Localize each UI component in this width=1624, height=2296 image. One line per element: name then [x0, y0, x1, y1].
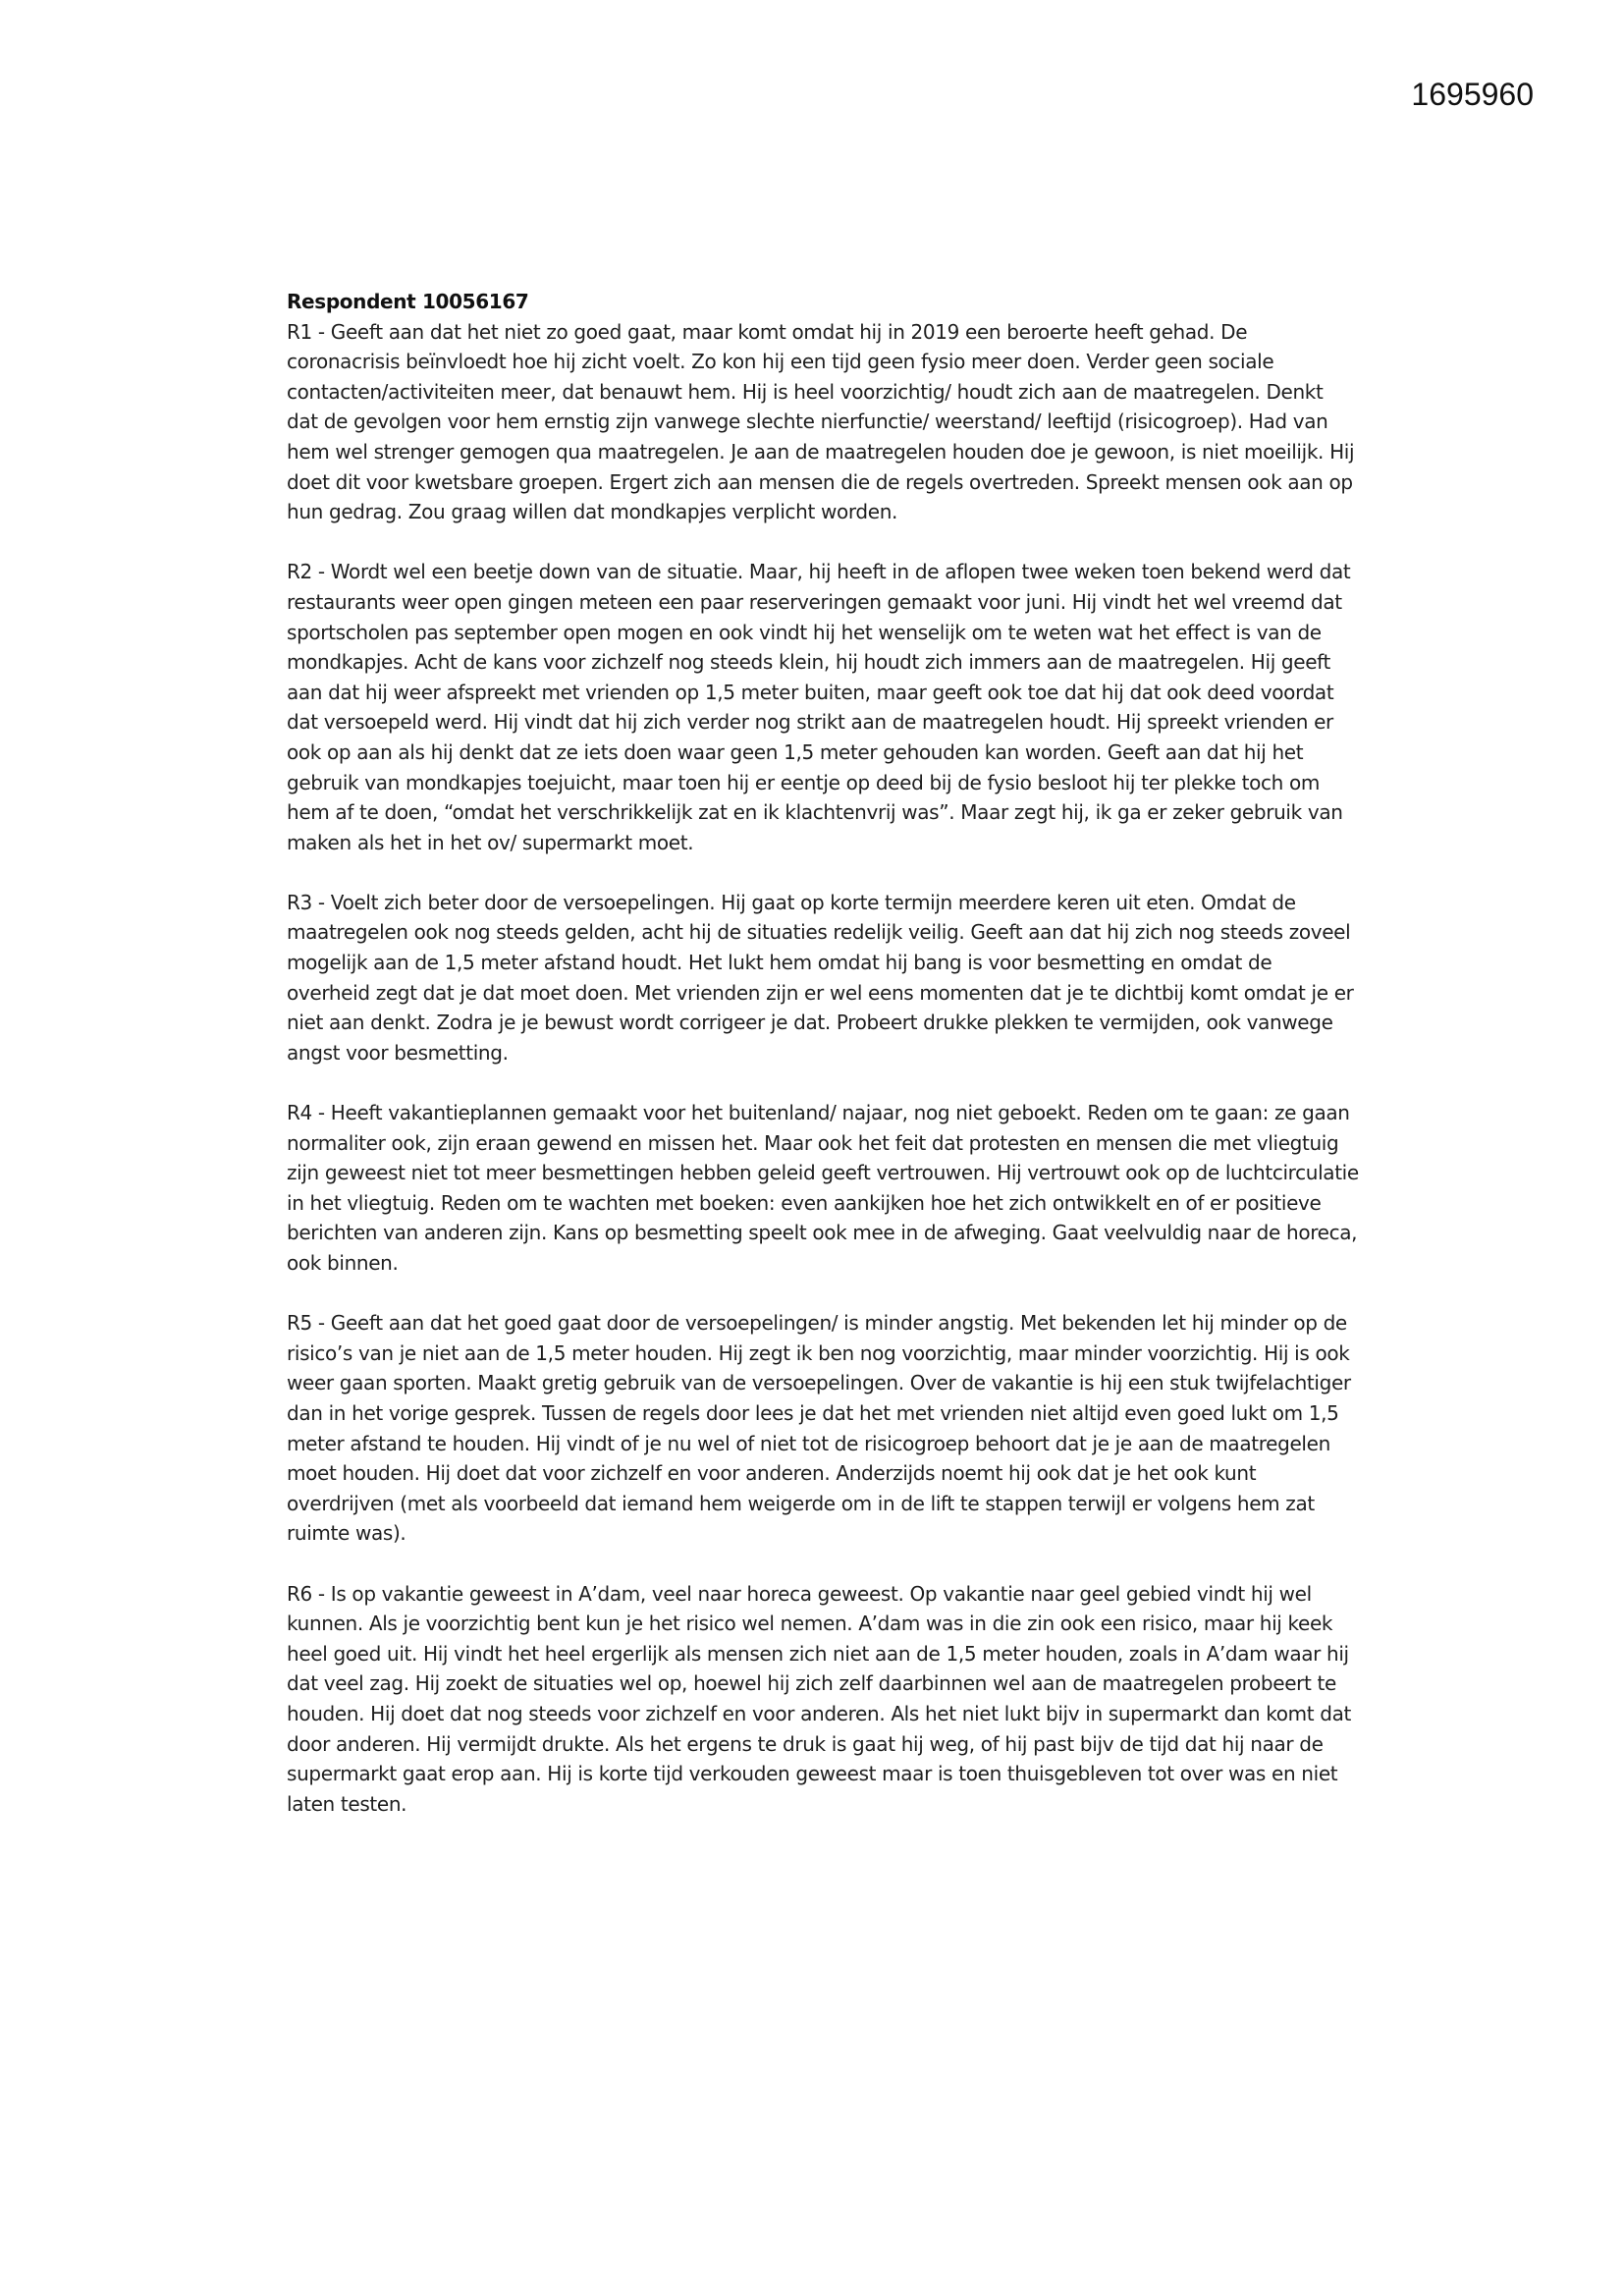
respondent-heading: Respondent 10056167 [287, 290, 529, 313]
paragraph-r2: R2 - Wordt wel een beetje down van de situatie. Maar, hij heeft in de aflopen twee weken toen bekend werd dat restaurants weer open gingen meteen een paar reserveringen gemaakt voor juni. Hij vindt het wel vreemd dat sportscholen pas september open mogen en ook vindt hij het wenselijk om te weten wat het effect is van de mondkapjes. Acht de kans voor zichzelf nog steeds klein, hij houdt zich immers aan de maatregelen. Hij geeft aan dat hij weer afspreekt met vrienden op 1,5 meter buiten, maar geeft ook toe dat hij dat ook deed voordat dat versoepeld werd. Hij vindt dat hij zich verder nog strikt aan de maatregelen houdt. Hij spreekt vrienden er ook op aan als hij denkt dat ze iets doen waar geen 1,5 meter gehouden kan worden. Geeft aan dat hij het gebruik van mondkapjes toejuicht, maar toen hij er eentje op deed bij de fysio besloot hij ter plekke toch om hem af te doen, “omdat het verschrikkelijk zat en ik klachtenvrij was”. Maar zegt hij, ik ga er zeker gebruik van maken als het in het ov/ supermarkt moet. [287, 560, 1351, 854]
paragraph-r3: R3 - Voelt zich beter door de versoepelingen. Hij gaat op korte termijn meerdere keren uit eten. Omdat de maatregelen ook nog steeds gelden, acht hij de situaties redelijk veilig. Geeft aan dat hij zich nog steeds zoveel mogelijk aan de 1,5 meter afstand houdt. Het lukt hem omdat hij bang is voor besmetting en omdat de overheid zegt dat je dat moet doen. Met vrienden zijn er wel eens momenten dat je te dichtbij komt omdat je er niet aan denkt. Zodra je je bewust wordt corrigeer je dat. Probeert drukke plekken te vermijden, ook vanwege angst voor besmetting. [287, 890, 1354, 1065]
document-id: 1695960 [1411, 77, 1534, 112]
paragraph-r5: R5 - Geeft aan dat het goed gaat door de versoepelingen/ is minder angstig. Met bekenden let hij minder op de risico’s van je niet aan de 1,5 meter houden. Hij zegt ik ben nog voorzichtig, maar minder voorzichtig. Hij is ook weer gaan sporten. Maakt gretig gebruik van de versoepelingen. Over de vakantie is hij een stuk twijfelachtiger dan in het vorige gesprek. Tussen de regels door lees je dat het met vrienden niet altijd even goed lukt om 1,5 meter afstand te houden. Hij vindt of je nu wel of niet tot de risicogroep behoort dat je je aan de maatregelen moet houden. Hij doet dat voor zichzelf en voor anderen. Anderzijds noemt hij ook dat je het ook kunt overdrijven (met als voorbeeld dat iemand hem weigerde om in de lift te stappen terwijl er volgens hem zat ruimte was). [287, 1311, 1351, 1546]
document-body [287, 287, 1359, 1849]
paragraph-r1: R1 - Geeft aan dat het niet zo goed gaat, maar komt omdat hij in 2019 een beroerte heeft gehad. De coronacrisis beïnvloedt hoe hij zicht voelt. Zo kon hij een tijd geen fysio meer doen. Verder geen sociale contacten/activiteiten meer, dat benauwt hem. Hij is heel voorzichtig/ houdt zich aan de maatregelen. Denkt dat de gevolgen voor hem ernstig zijn vanwege slechte nierfunctie/ weerstand/ leeftijd (risicogroep). Had van hem wel strenger gemogen qua maatregelen. Je aan de maatregelen houden doe je gewoon, is niet moeilijk. Hij doet dit voor kwetsbare groepen. Ergert zich aan mensen die de regels overtreden. Spreekt mensen ook aan op hun gedrag. Zou graag willen dat mondkapjes verplicht worden. [287, 319, 1355, 524]
paragraph-r6: R6 - Is op vakantie geweest in A’dam, veel naar horeca geweest. Op vakantie naar geel gebied vindt hij wel kunnen. Als je voorzichtig bent kun je het risico wel nemen. A’dam was in die zin ook een risico, maar hij keek heel goed uit. Hij vindt het heel ergerlijk als mensen zich niet aan de 1,5 meter houden, zoals in A’dam waar hij dat veel zag. Hij zoekt de situaties wel op, hoewel hij zich zelf daarbinnen wel aan de maatregelen probeert te houden. Hij doet dat nog steeds voor zichzelf en voor anderen. Als het niet lukt bijv in supermarkt dan komt dat door anderen. Hij vermijdt drukte. Als het ergens te druk is gaat hij weg, of hij past bijv de tijd dat hij naar de supermarkt gaat erop aan. Hij is korte tijd verkouden geweest maar is toen thuisgebleven tot over was en niet laten testen. [287, 1581, 1352, 1816]
paragraph-r4: R4 - Heeft vakantieplannen gemaakt voor het buitenland/ najaar, nog niet geboekt. Reden om te gaan: ze gaan normaliter ook, zijn eraan gewend en missen het. Maar ook het feit dat protesten en mensen die met vliegtuig zijn geweest niet tot meer besmettingen hebben geleid geeft vertrouwen. Hij vertrouwt ook op de luchtcirculatie in het vliegtuig. Reden om te wachten met boeken: even aankijken hoe het zich ontwikkelt en of er positieve berichten van anderen zijn. Kans op besmetting speelt ook mee in de afweging. Gaat veelvuldig naar de horeca, ook binnen. [287, 1101, 1359, 1275]
